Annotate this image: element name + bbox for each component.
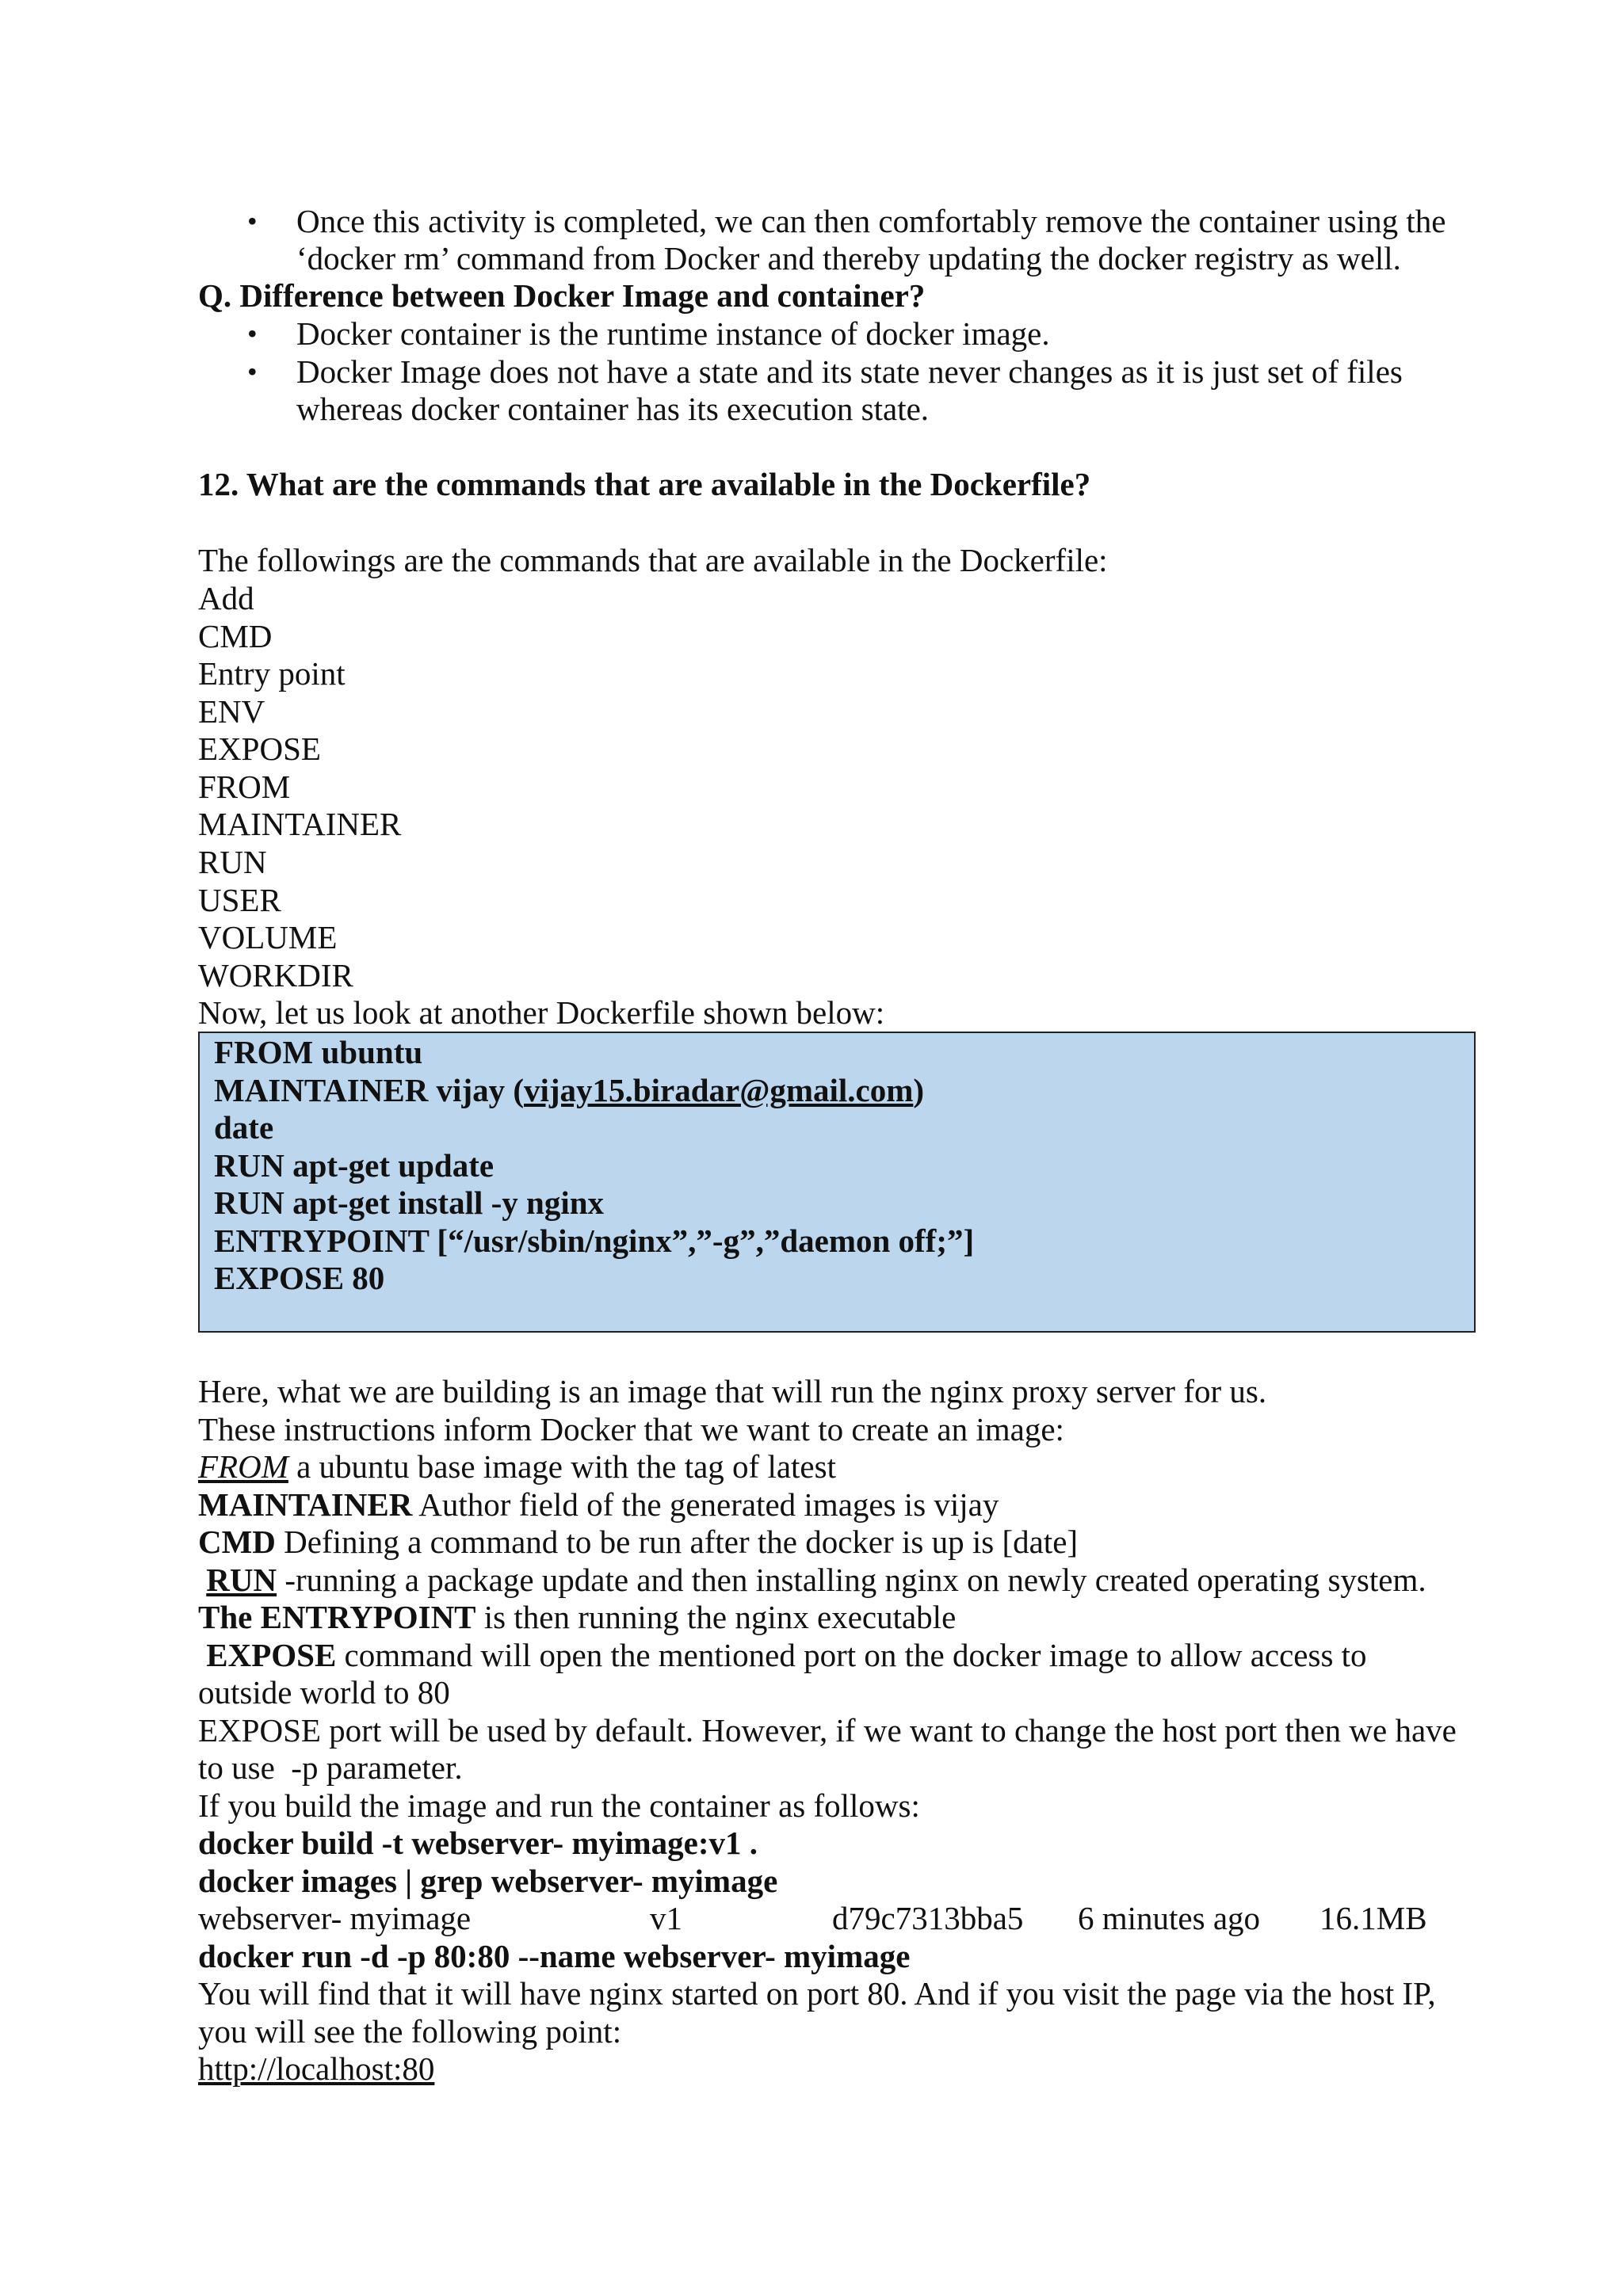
from-line bbox=[198, 1447, 836, 1486]
command-run: docker run -d -p 80:80 --name webserver- myimage bbox=[198, 1938, 911, 1974]
command-item: RUN bbox=[198, 844, 267, 880]
localhost-link[interactable]: http://localhost:80 bbox=[198, 2050, 435, 2087]
paragraph: to use -p parameter. bbox=[198, 1749, 463, 1786]
keyword-description: Defining a command to be run after the docker is up is [date] bbox=[275, 1524, 1079, 1560]
bullet-text: Once this activity is completed, we can then comfortably remove the container using the bbox=[296, 203, 1446, 239]
paragraph: you will see the following point: bbox=[198, 2013, 622, 2050]
command-item: USER bbox=[198, 882, 281, 918]
paragraph: EXPOSE port will be used by default. However, if we want to change the host port then we have bbox=[198, 1712, 1457, 1749]
command-item: Entry point bbox=[198, 655, 346, 692]
command-item: Add bbox=[198, 580, 254, 616]
intro-text: The followings are the commands that are available in the Dockerfile: bbox=[198, 542, 1108, 578]
command-item: VOLUME bbox=[198, 919, 338, 955]
bullet-text: ‘docker rm’ command from Docker and thereby updating the docker registry as well. bbox=[296, 240, 1401, 277]
keyword-description: a ubuntu base image with the tag of latest bbox=[288, 1448, 836, 1485]
command-item: WORKDIR bbox=[198, 957, 353, 994]
keyword-description: Author field of the generated images is vijay bbox=[412, 1486, 999, 1523]
command-build: docker build -t webserver- myimage:v1 . bbox=[198, 1825, 758, 1861]
keyword: RUN bbox=[206, 1562, 277, 1598]
paragraph: These instructions inform Docker that we want to create an image: bbox=[198, 1411, 1064, 1447]
code-text: ) bbox=[913, 1072, 925, 1108]
run-line bbox=[198, 1561, 1426, 1599]
command-item: ENV bbox=[198, 693, 265, 730]
question-heading: Q. Difference between Docker Image and container? bbox=[198, 277, 926, 314]
paragraph: Here, what we are building is an image that will run the nginx proxy server for us. bbox=[198, 1373, 1267, 1409]
keyword-description: command will open the mentioned port on the docker image to allow access to bbox=[336, 1637, 1367, 1673]
command-images: docker images | grep webserver- myimage bbox=[198, 1863, 778, 1899]
code-line: FROM ubuntu bbox=[214, 1034, 423, 1070]
code-line: RUN apt-get install -y nginx bbox=[214, 1184, 605, 1221]
bullet-text: Docker container is the runtime instance of docker image. bbox=[296, 315, 1050, 352]
keyword: MAINTAINER bbox=[198, 1486, 413, 1523]
bullet-text: whereas docker container has its execution state. bbox=[296, 391, 930, 427]
paragraph: outside world to 80 bbox=[198, 1674, 450, 1711]
code-line: EXPOSE 80 bbox=[214, 1260, 385, 1296]
paragraph: If you build the image and run the container as follows: bbox=[198, 1787, 920, 1824]
bullet-dot: • bbox=[247, 205, 258, 237]
cmd-line bbox=[198, 1523, 1078, 1561]
bullet-dot: • bbox=[247, 356, 258, 387]
code-line bbox=[214, 1071, 924, 1109]
keyword: EXPOSE bbox=[206, 1637, 337, 1673]
question-heading-12: 12. What are the commands that are available in the Dockerfile? bbox=[198, 466, 1091, 502]
bullet-dot: • bbox=[247, 318, 258, 349]
expose-line bbox=[198, 1636, 1367, 1674]
code-line: date bbox=[214, 1109, 274, 1146]
keyword: CMD bbox=[198, 1524, 276, 1560]
command-item: CMD bbox=[198, 618, 273, 654]
output-repository: webserver- myimage bbox=[198, 1900, 472, 1936]
command-item: FROM bbox=[198, 769, 291, 805]
bullet-text: Docker Image does not have a state and its state never changes as it is just set of files bbox=[296, 353, 1403, 390]
code-text: MAINTAINER vijay ( bbox=[214, 1072, 525, 1108]
code-line: ENTRYPOINT [“/usr/sbin/nginx”,”-g”,”daemon off;”] bbox=[214, 1222, 975, 1259]
command-item: MAINTAINER bbox=[198, 806, 402, 842]
lookup-text: Now, let us look at another Dockerfile shown below: bbox=[198, 994, 885, 1031]
keyword-description: is then running the nginx executable bbox=[475, 1599, 957, 1635]
output-created: 6 minutes ago bbox=[1078, 1900, 1261, 1936]
output-size: 16.1MB bbox=[1319, 1900, 1427, 1936]
keyword-description: -running a package update and then installing nginx on newly created operating system. bbox=[277, 1562, 1426, 1598]
command-item: EXPOSE bbox=[198, 730, 321, 767]
output-tag: v1 bbox=[650, 1900, 682, 1936]
email-link[interactable]: vijay15.biradar@gmail.com bbox=[524, 1072, 914, 1108]
keyword: FROM bbox=[198, 1448, 288, 1485]
output-image-id: d79c7313bba5 bbox=[832, 1900, 1024, 1936]
entrypoint-line bbox=[198, 1598, 956, 1636]
keyword: The ENTRYPOINT bbox=[198, 1599, 476, 1635]
maintainer-line bbox=[198, 1486, 999, 1524]
paragraph: You will find that it will have nginx started on port 80. And if you visit the page via the host IP, bbox=[198, 1975, 1436, 2012]
dockerfile-code-box bbox=[198, 1032, 1476, 1333]
code-line: RUN apt-get update bbox=[214, 1147, 495, 1184]
